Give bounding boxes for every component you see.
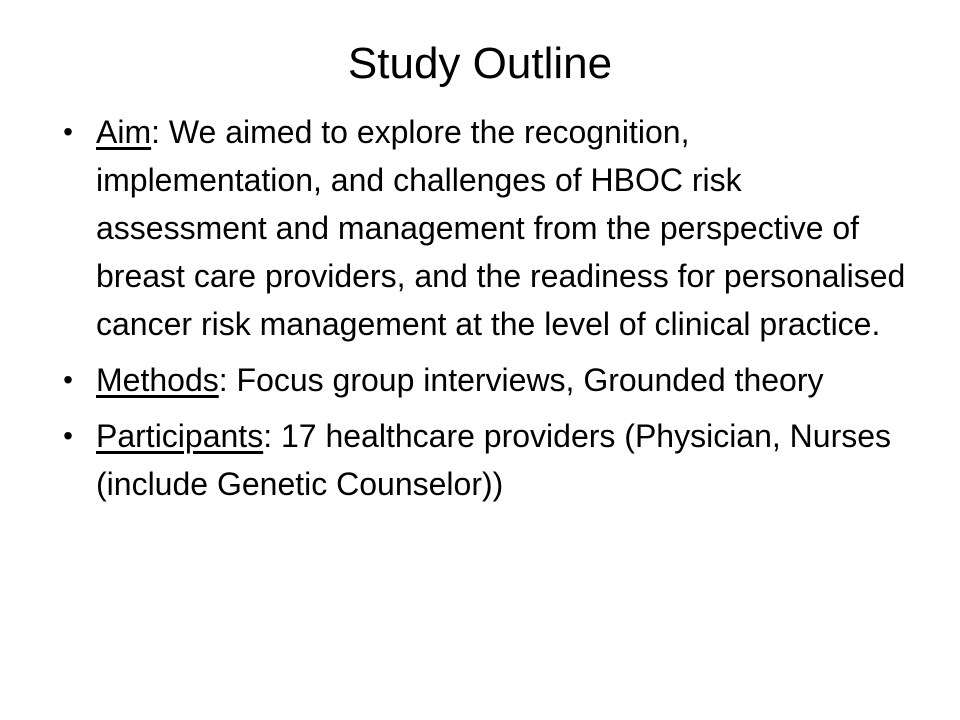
bullet-label-methods: Methods bbox=[96, 362, 219, 398]
bullet-text-participants: 17 healthcare providers (Physician, Nurses (include Genetic Counselor)) bbox=[96, 418, 892, 502]
bullet-text-aim: We aimed to explore the recognition, implementation, and challenges of HBOC risk assessment and management from the perspective of breast care providers, and the readiness for personalised cancer risk management at the level of clinical practice. bbox=[96, 114, 906, 342]
bullet-icon: • bbox=[63, 364, 73, 395]
slide-title: Study Outline bbox=[347, 39, 613, 88]
bullet-aim bbox=[56, 108, 916, 348]
bullet-list bbox=[56, 108, 916, 516]
bullet-icon: • bbox=[63, 420, 73, 451]
bullet-separator: : bbox=[263, 418, 273, 454]
bullet-label-aim: Aim bbox=[96, 114, 152, 150]
bullet-text-methods: Focus group interviews, Grounded theory bbox=[227, 362, 824, 398]
bullet-icon: • bbox=[63, 116, 73, 147]
bullet-separator: : bbox=[151, 114, 160, 150]
bullet-label-participants: Participants bbox=[96, 418, 264, 454]
bullet-methods bbox=[56, 356, 916, 404]
bullet-participants bbox=[56, 412, 916, 508]
bullet-separator: : bbox=[218, 362, 228, 398]
